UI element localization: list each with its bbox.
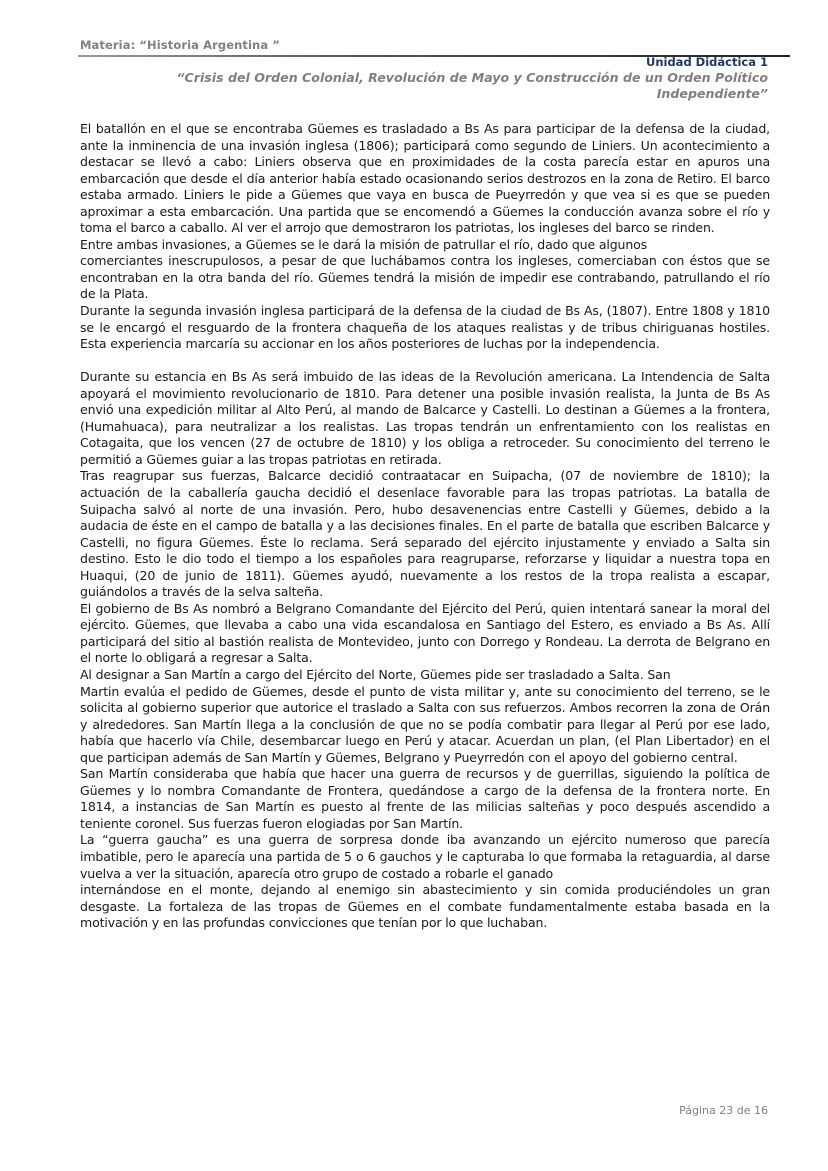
header-subject: Materia: “Historia Argentina ” bbox=[80, 38, 280, 52]
paragraph: internándose en el monte, dejando al enemigo sin abastecimiento y sin comida produciéndoles un gran desgaste. La fortaleza de las tropas de Güemes en el combate fundamentalmente estaba basada en la motivación y en las profundas convicciones que tenían por lo que luchaban. bbox=[80, 882, 770, 931]
paragraph: Tras reagrupar sus fuerzas, Balcarce decidió contraatacar en Suipacha, (07 de noviembre de 1810); la actuación de la caballería gaucha decidió el desenlace favorable para las tropas patriotas. La batalla de Suipacha salvó al norte de una invasión. Pero, hubo desavenencias entre Castelli y Güemes, debido a la audacia de éste en el campo de batalla y a las decisiones finales. En el parte de batalla que escriben Balcarce y Castelli, no figura Güemes. Éste lo reclama. Será separado del ejército injustamente y enviado a Salta sin destino. Esto le dio todo el tiempo a los españoles para reagruparse, reforzarse y liquidar a nuestra topa en Huaqui, (20 de junio de 1811). Güemes ayudó, nuevamente a los restos de la tropa realista a escapar, guiándolos a través de la selva salteña. bbox=[80, 468, 770, 600]
paragraph: El gobierno de Bs As nombró a Belgrano Comandante del Ejército del Perú, quien intentará sanear la moral del ejército. Güemes, que llevaba a cabo una vida escandalosa en Santiago del Estero, es enviado a Bs As. Allí participará del sitio al bastión realista de Montevideo, junto con Dorrego y Rondeau. La derrota de Belgrano en el norte lo obligará a regresar a Salta. bbox=[80, 600, 770, 666]
document-body bbox=[80, 121, 770, 932]
paragraph-spacer bbox=[80, 353, 770, 370]
paragraph: Martin evalúa el pedido de Güemes, desde el punto de vista militar y, ante su conocimiento del terreno, se le solicita al gobierno superior que autorice el traslado a Salta con sus refuerzos. Ambos recorren la zona de Orán y alrededores. San Martín llega a la conclusión de que no se podía combatir para llegar al Perú por ese lado, había que hacerlo vía Chile, desembarcar luego en Perú y atacar. Acuerdan un plan, (el Plan Libertador) en el que participan además de San Martín y Güemes, Belgrano y Pueyrredón con el apoyo del gobierno central. bbox=[80, 683, 770, 765]
header-unit-subtitle: “Crisis del Orden Colonial, Revolución de Mayo y Construcción de un Orden Político Independiente” bbox=[176, 70, 768, 101]
paragraph: San Martín consideraba que había que hacer una guerra de recursos y de guerrillas, siguiendo la política de Güemes y lo nombra Comandante de Frontera, quedándose a cargo de la defensa de la frontera norte. En 1814, a instancias de San Martín es puesto al frente de las milicias salteñas y poco después ascendido a teniente coronel. Sus fuerzas fueron elogiadas por San Martín. bbox=[80, 766, 770, 831]
paragraph: El batallón en el que se encontraba Güemes es trasladado a Bs As para participar de la defensa de la ciudad, ante la inminencia de una invasión inglesa (1806); participará como segundo de Liniers. Un acontecimiento a destacar se llevó a cabo: Liniers observa que en proximidades de la costa parecía estar en apuros una embarcación que desde el día anterior había estado ocasionando serios destrozos en la zona de Retiro. El barco estaba armado. Liniers le pide a Güemes que vaya en busca de Pueyrredón y que vea si es que se pueden aproximar a esta embarcación. Una partida que se encomendó a Güemes la conducción avanza sobre el río y toma el barco a caballo. Al ver el arrojo que demostraron los patriotas, los ingleses del barco se rinden. bbox=[80, 121, 770, 236]
page-number: Página 23 de 16 bbox=[679, 1104, 768, 1117]
paragraph: Al designar a San Martín a cargo del Ejército del Norte, Güemes pide ser trasladado a Salta. San bbox=[80, 667, 671, 682]
paragraph: comerciantes inescrupulosos, a pesar de que luchábamos contra los ingleses, comerciaban con éstos que se encontraban en la otra banda del río. Güemes tendrá la misión de impedir ese contrabando, patrullando el río de la Plata. bbox=[80, 253, 770, 302]
paragraph: La “guerra gaucha” es una guerra de sorpresa donde iba avanzando un ejército numeroso que parecía imbatible, pero le aparecía una partida de 5 o 6 gauchos y le capturaba lo que formaba la retaguardia, al darse vuelva a ver la situación, aparecía otro grupo de costado a robarle el ganado bbox=[80, 832, 770, 881]
paragraph: Durante la segunda invasión inglesa participará de la defensa de la ciudad de Bs As, (1807). Entre 1808 y 1810 se le encargó el resguardo de la frontera chaqueña de los ataques realistas y de tribus chiriguanas hostiles. Esta experiencia marcaría su accionar en los años posteriores de luchas por la independencia. bbox=[80, 303, 770, 352]
paragraph: Entre ambas invasiones, a Güemes se le dará la misión de patrullar el río, dado que algunos bbox=[80, 236, 648, 252]
header-unit-title: Unidad Didáctica 1 bbox=[645, 55, 768, 69]
paragraph: Durante su estancia en Bs As será imbuido de las ideas de la Revolución americana. La Intendencia de Salta apoyará el movimiento revolucionario de 1810. Para detener una posible invasión realista, la Junta de Bs As envió una expedición militar al Alto Perú, al mando de Balcarce y Castelli. Lo destinan a Güemes a la frontera, (Humahuaca), para neutralizar a los realistas. Las tropas tendrán un enfrentamiento con los realistas en Cotagaita, que los vencen (27 de octubre de 1810) y los obliga a retroceder. Su conocimiento del terreno le permitió a Güemes guiar a las tropas patriotas en retirada. bbox=[80, 369, 770, 467]
